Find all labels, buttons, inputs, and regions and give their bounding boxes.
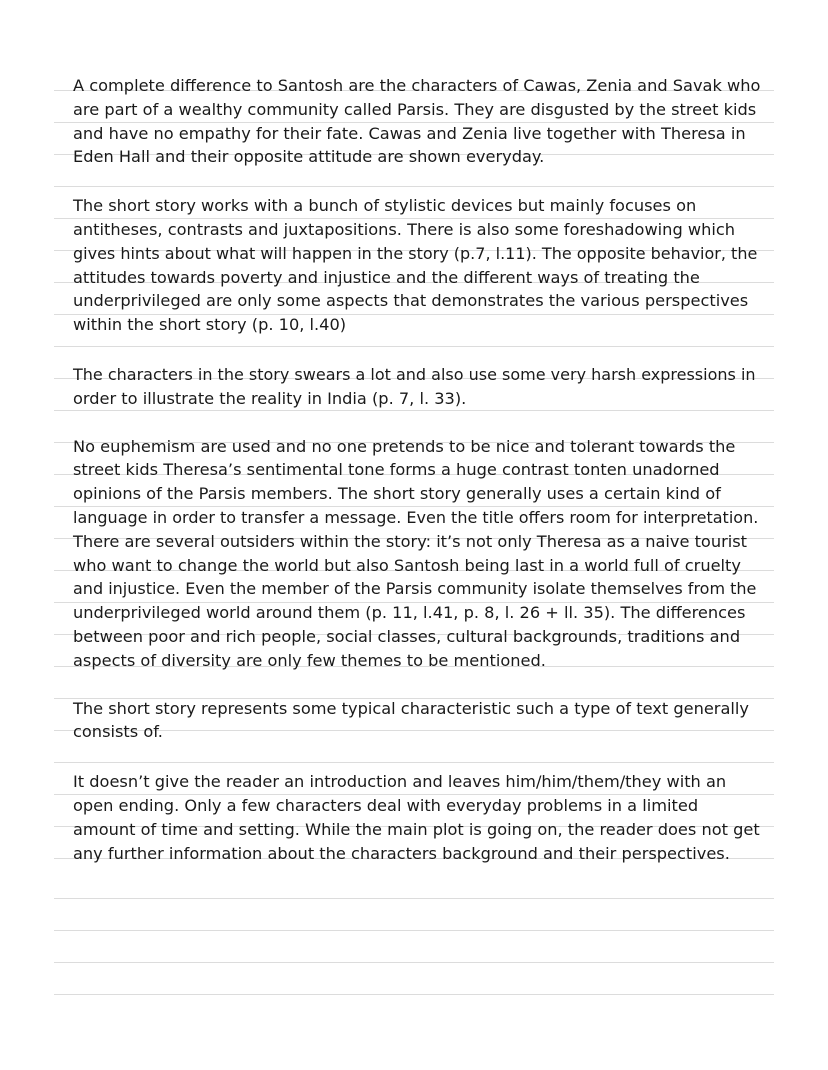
text-line: amount of time and setting. While the main plot is going on, the reader does not get <box>73 819 760 839</box>
text-line: who want to change the world but also Santosh being last in a world full of cruelty <box>73 555 741 575</box>
text-line: gives hints about what will happen in the story (p.7, l.11). The opposite behavior, the <box>73 243 758 263</box>
essay-text <box>73 74 763 887</box>
text-line: open ending. Only a few characters deal with everyday problems in a limited <box>73 795 699 815</box>
text-line: within the short story (p. 10, l.40) <box>73 315 347 335</box>
text-line: It doesn’t give the reader an introduction and leaves him/him/them/they with an <box>73 772 727 792</box>
text-line: between poor and rich people, social classes, cultural backgrounds, traditions and <box>73 626 741 646</box>
text-line: attitudes towards poverty and injustice and the different ways of treating the <box>73 267 700 287</box>
paragraph-parsis-characters <box>73 74 763 169</box>
ruled-line <box>54 994 774 995</box>
text-line: opinions of the Parsis members. The short story generally uses a certain kind of <box>73 484 721 504</box>
paragraph-outsiders <box>73 435 763 673</box>
text-line: Eden Hall and their opposite attitude are shown everyday. <box>73 147 545 167</box>
text-line: and have no empathy for their fate. Cawas and Zenia live together with Theresa in <box>73 123 746 143</box>
text-line: The characters in the story swears a lot and also use some very harsh expressions in <box>73 364 756 384</box>
paragraph-typical-characteristics <box>73 697 763 745</box>
text-line: aspects of diversity are only few themes to be mentioned. <box>73 650 546 670</box>
text-line: street kids Theresa’s sentimental tone forms a huge contrast tonten unadorned <box>73 460 720 480</box>
text-line: There are several outsiders within the story: it’s not only Theresa as a naive tourist <box>73 531 748 551</box>
text-line: consists of. <box>73 722 163 742</box>
text-line: any further information about the characters background and their perspectives. <box>73 843 730 863</box>
text-line: order to illustrate the reality in India (p. 7, l. 33). <box>73 388 467 408</box>
text-line: antitheses, contrasts and juxtapositions. There is also some foreshadowing which <box>73 219 736 239</box>
text-line: language in order to transfer a message. Even the title offers room for interpretation. <box>73 507 759 527</box>
paragraph-stylistic-devices <box>73 194 763 337</box>
text-line: The short story works with a bunch of stylistic devices but mainly focuses on <box>73 196 697 216</box>
text-line: underprivileged world around them (p. 11, l.41, p. 8, l. 26 + ll. 35). The differences <box>73 603 746 623</box>
text-line: No euphemism are used and no one pretends to be nice and tolerant towards the <box>73 436 736 456</box>
text-line: underprivileged are only some aspects that demonstrates the various perspectives <box>73 291 749 311</box>
paragraph-open-ending <box>73 770 763 865</box>
text-line: The short story represents some typical characteristic such a type of text generally <box>73 698 749 718</box>
text-line: are part of a wealthy community called Parsis. They are disgusted by the street kids <box>73 99 757 119</box>
ruled-line <box>54 898 774 899</box>
text-line: and injustice. Even the member of the Parsis community isolate themselves from the <box>73 579 757 599</box>
text-line: A complete difference to Santosh are the characters of Cawas, Zenia and Savak who <box>73 76 761 95</box>
ruled-line <box>54 962 774 963</box>
ruled-line <box>54 930 774 931</box>
paragraph-harsh-expressions <box>73 363 763 411</box>
